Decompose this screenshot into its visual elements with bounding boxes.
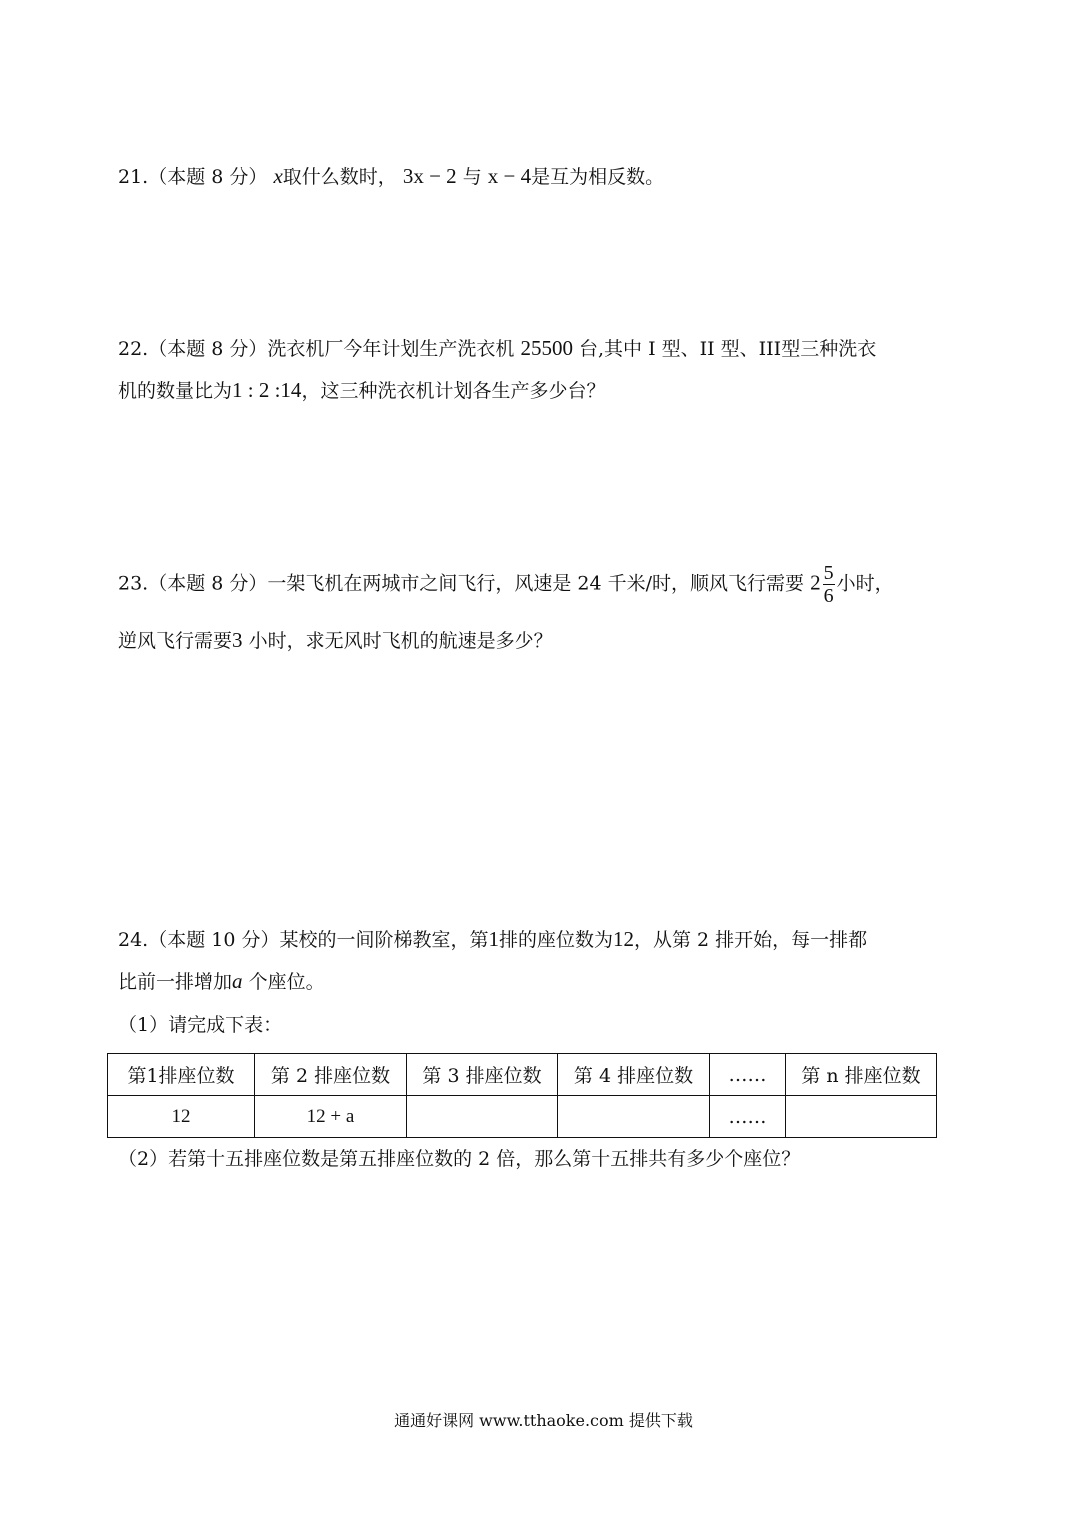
page-footer: 通通好课网 www.tthaoke.com 提供下载: [394, 1411, 693, 1430]
q21-text-3: 是互为相反数。: [531, 166, 665, 188]
question-24-line-1: [118, 925, 867, 954]
q22-text-3: 机的数量比为: [118, 380, 233, 402]
question-21: [118, 162, 664, 191]
header-row-3: 第 3 排座位数: [407, 1054, 558, 1096]
q24-points: （本题 10 分）: [148, 929, 280, 951]
q22-points: （本题 8 分）: [148, 338, 268, 360]
q21-points: （本题 8 分）: [148, 166, 268, 188]
q23-mixed-whole: 2: [810, 570, 821, 595]
q22-text-4: ，这三种洗衣机计划各生产多少台？: [301, 380, 606, 402]
seat-table-header-row: [108, 1054, 937, 1096]
header-row-n: 第 n 排座位数: [786, 1054, 937, 1096]
cell-ellipsis: ……: [710, 1096, 786, 1138]
q24-subquestion-2: （2）若第十五排座位数是第五排座位数的 2 倍，那么第十五排共有多少个座位？: [118, 1148, 801, 1170]
header-row-4: 第 4 排座位数: [558, 1054, 710, 1096]
q23-number: 23.: [118, 572, 149, 595]
q24-text-3: ，从第 2 排开始，每一排都: [634, 929, 868, 951]
cell-row-1: 12: [108, 1096, 255, 1138]
q24-number: 24.: [118, 929, 149, 951]
cell-row-2: 12 + a: [255, 1096, 407, 1138]
q22-quantity: 25500: [520, 336, 573, 360]
q24-subquestion-1: （1）请完成下表：: [118, 1014, 283, 1036]
q23-text-1: 一架飞机在两城市之间飞行，风速是 24 千米/时，顺风飞行需要: [267, 572, 805, 595]
cell-row-4: [558, 1096, 710, 1138]
q21-number: 21.: [118, 166, 149, 188]
question-22-line-2: [118, 376, 605, 405]
q21-expr-1: 3x − 2: [402, 164, 457, 188]
q23-fraction: [823, 562, 835, 607]
cell-row-n: [786, 1096, 937, 1138]
q24-var-a: a: [232, 969, 243, 993]
q22-ratio: 1 : 2 :14: [232, 378, 302, 402]
header-row-1: 第1排座位数: [108, 1054, 255, 1096]
q23-hours: 3: [232, 628, 243, 652]
q24-text-5: 个座位。: [248, 971, 325, 993]
question-24-line-2: [118, 967, 325, 996]
q24-seat-count: 12: [613, 927, 635, 951]
seat-table-value-row: [108, 1096, 937, 1138]
question-22-line-1: [118, 334, 876, 363]
q22-text-1: 洗衣机厂今年计划生产洗衣机: [267, 338, 515, 360]
q22-number: 22.: [118, 338, 149, 360]
q23-points: （本题 8 分）: [148, 572, 268, 595]
q23-text-4: 小时，求无风时飞机的航速是多少？: [248, 630, 553, 652]
q21-expr-2: x − 4: [487, 164, 532, 188]
q21-text-1: 取什么数时，: [282, 166, 397, 188]
q24-text-1: 某校的一间阶梯教室，第: [279, 929, 489, 951]
header-row-2: 第 2 排座位数: [255, 1054, 407, 1096]
q23-text-3: 逆风飞行需要: [118, 630, 233, 652]
question-23-line-1: [118, 562, 894, 607]
q22-text-2: 台,其中 I 型、II 型、III型三种洗衣: [579, 338, 877, 360]
header-ellipsis: ……: [710, 1054, 786, 1096]
q24-row-one: 1: [488, 927, 499, 951]
question-23-line-2: [118, 626, 553, 655]
q24-text-2: 排的座位数为: [499, 929, 614, 951]
cell-row-3: [407, 1096, 558, 1138]
q23-text-2: 小时，: [836, 572, 894, 595]
q21-text-2: 与: [462, 166, 482, 188]
q24-text-4: 比前一排增加: [118, 971, 233, 993]
q23-fraction-denominator: 6: [823, 585, 834, 607]
seat-table: [107, 1053, 937, 1138]
q23-fraction-numerator: 5: [823, 562, 834, 584]
q21-var-x: x: [273, 164, 283, 188]
